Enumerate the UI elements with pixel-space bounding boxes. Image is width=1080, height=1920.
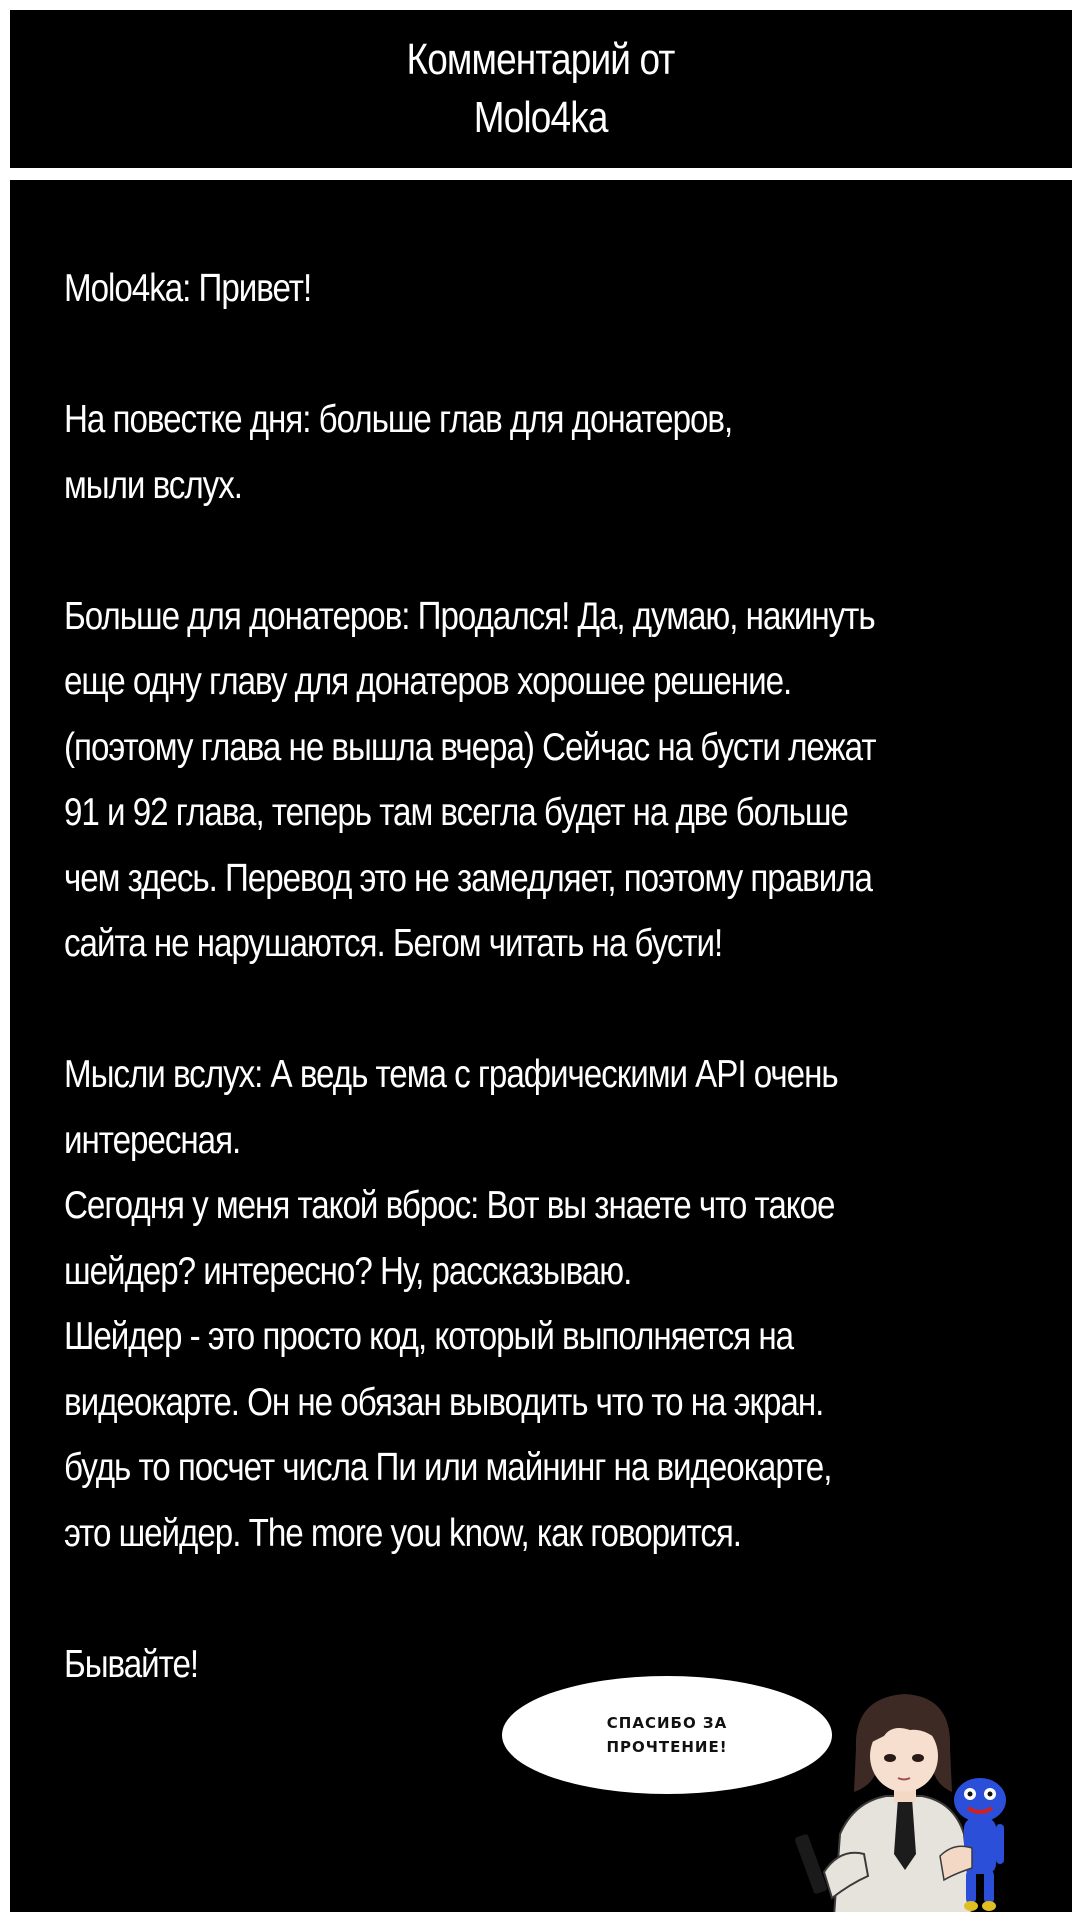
text-line: Больше для донатеров: Продался! Да, думаю, накинуть [64,594,875,638]
header-title: Комментарий от [407,35,675,84]
text-line: 91 и 92 глава, теперь там всегла будет на две больше [64,791,848,834]
header-author: Molo4ka [474,93,608,142]
paragraph-thoughts [64,1042,982,1566]
text-line: На повестке дня: больше глав для донатеров, [64,398,733,441]
paragraph-donators [64,584,982,977]
comment-text [64,256,982,1697]
comment-body-panel [10,180,1072,1912]
text-line: Бывайте! [64,1642,199,1686]
paragraph-greeting [64,256,982,322]
paragraph-agenda [64,387,982,518]
text-line: Шейдер - это просто код, который выполняется на [64,1315,794,1358]
text-line: видеокарте. Он не обязан выводить что то на экран. [64,1380,824,1424]
bubble-text-line: ПРОЧТЕНИЕ! [606,1738,728,1756]
text-line: (поэтому глава не вышла вчера) Сейчас на бусти лежат [64,725,876,769]
text-line: Molo4ka: Привет! [64,267,312,310]
text-line: будь то посчет числа Пи или майнинг на видеокарте, [64,1446,832,1489]
text-line: шейдер? интересно? Ну, рассказываю. [64,1249,632,1293]
text-line: интересная. [64,1118,241,1162]
character-illustration [794,1684,1024,1912]
text-line: это шейдер. The more you know, как говорится. [64,1511,741,1555]
text-line: мыли вслух. [64,463,242,507]
text-line: Мысли вслух: А ведь тема с графическими API очень [64,1053,838,1096]
text-line: Сегодня у меня такой вброс: Вот вы знаете что такое [64,1184,835,1227]
comment-header [10,10,1072,168]
text-line: чем здесь. Перевод это не замедляет, поэтому правила [64,856,872,900]
text-line: сайта не нарушаются. Бегом читать на бусти! [64,922,723,965]
speech-bubble [502,1676,832,1794]
bubble-text-line: СПАСИБО ЗА [606,1714,728,1732]
text-line: еще одну главу для донатеров хорошее решение. [64,660,792,703]
